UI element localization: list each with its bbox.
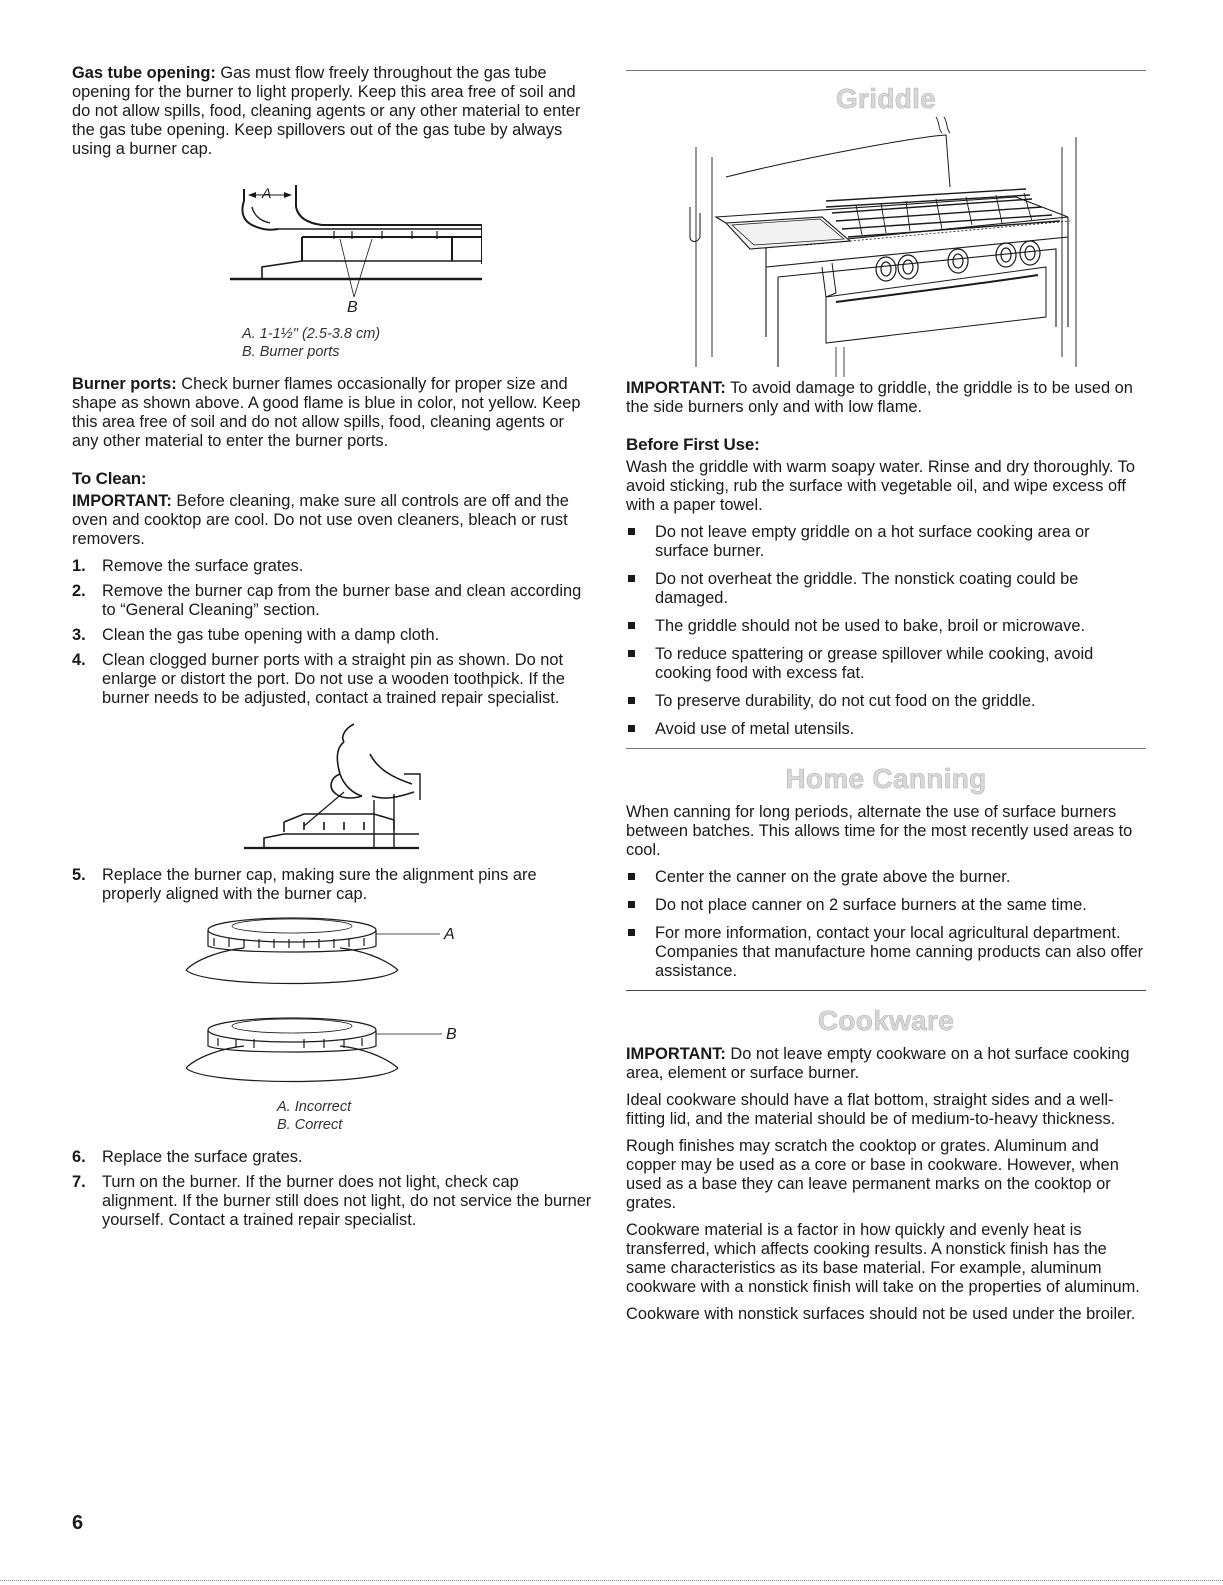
fig3-caption-b: B. Correct	[277, 1117, 343, 1133]
range-with-griddle-illustration	[686, 117, 1086, 377]
fig1-label-b: B	[347, 299, 358, 316]
bullet-icon	[628, 725, 635, 732]
bullet-text: To preserve durability, do not cut food on the griddle.	[655, 692, 1036, 710]
bullet-text: Do not overheat the griddle. The nonstick coating could be damaged.	[655, 570, 1079, 607]
gas-tube-paragraph	[72, 64, 592, 159]
list-item	[626, 523, 1146, 561]
fig1-label-a: A	[262, 185, 272, 201]
to-clean-heading: To Clean:	[72, 469, 147, 488]
bullet-text: Do not place canner on 2 surface burners at the same time.	[655, 896, 1087, 914]
bullet-text: Avoid use of metal utensils.	[655, 720, 855, 738]
bullet-icon	[628, 929, 635, 936]
list-item	[72, 651, 592, 708]
fig3-label-b: B	[446, 1026, 457, 1043]
step-number: 2.	[72, 582, 86, 600]
page-number: 6	[72, 1512, 84, 1534]
important-label: IMPORTANT:	[72, 492, 172, 510]
step-text: Turn on the burner. If the burner does not light, check cap alignment. If the burner still does not light, do not service the burner yourself. Contact a trained repair specialist.	[102, 1173, 592, 1229]
step-number: 4.	[72, 651, 86, 669]
burner-cap-alignment-illustration	[184, 910, 484, 1110]
cookware-important-label: IMPORTANT:	[626, 1045, 726, 1063]
burner-ports-text: Check burner flames occasionally for proper size and shape as shown above. A good flame is blue in color, not yellow. Keep this area free of soil and do not allow spills, food, cleaning agents or any other material to enter the burner ports.	[72, 375, 581, 450]
cleaning-steps-list-continued	[72, 866, 592, 904]
griddle-important-text: To avoid damage to griddle, the griddle is to be used on the side burners only and with low flame.	[626, 379, 1133, 416]
fig1-caption-b: B. Burner ports	[242, 344, 340, 360]
fig3-label-a: A	[444, 926, 455, 943]
cookware-important-text: Do not leave empty cookware on a hot surface cooking area, element or surface burner.	[626, 1045, 1130, 1082]
griddle-divider	[626, 70, 1146, 71]
cookware-paragraph: Cookware material is a factor in how quickly and evenly heat is transferred, which affects cooking results. A nonstick finish has the same characteristics as its base material. For example, aluminum cookware with a nonstick finish will take on the properties of aluminum.	[626, 1221, 1140, 1296]
bullet-icon	[628, 622, 635, 629]
step-number: 5.	[72, 866, 86, 884]
bullet-text: For more information, contact your local agricultural department. Companies that manufacture home canning products can also offer assistance.	[655, 924, 1144, 980]
list-item	[72, 866, 592, 904]
important-paragraph	[72, 492, 592, 549]
step-text: Replace the burner cap, making sure the alignment pins are properly aligned with the burner cap.	[102, 866, 537, 903]
step-text: Replace the surface grates.	[102, 1148, 303, 1166]
before-first-use-heading: Before First Use:	[626, 435, 760, 454]
list-item	[626, 720, 1146, 739]
griddle-important-paragraph	[626, 379, 1146, 417]
step-text: Remove the burner cap from the burner base and clean according to “General Cleaning” section.	[102, 582, 582, 619]
page-bottom-border	[0, 1580, 1223, 1581]
list-item	[626, 570, 1146, 608]
step-text: Remove the surface grates.	[102, 557, 304, 575]
step-number: 7.	[72, 1173, 86, 1191]
fig1-caption-a: A. 1-1½" (2.5-3.8 cm)	[242, 326, 381, 342]
griddle-important-label: IMPORTANT:	[626, 379, 726, 397]
list-item	[626, 896, 1146, 915]
bullet-icon	[628, 697, 635, 704]
burner-gap-illustration	[182, 169, 482, 319]
bullet-text: Do not leave empty griddle on a hot surface cooking area or surface burner.	[655, 523, 1090, 560]
bullet-text: The griddle should not be used to bake, broil or microwave.	[655, 617, 1086, 635]
pin-cleaning-illustration	[244, 714, 444, 854]
burner-ports-paragraph	[72, 375, 592, 451]
bullet-icon	[628, 901, 635, 908]
step-number: 6.	[72, 1148, 86, 1166]
griddle-bullets	[626, 523, 1146, 739]
canning-divider	[626, 748, 1146, 749]
list-item	[72, 557, 592, 576]
list-item	[626, 924, 1146, 981]
list-item	[72, 626, 592, 645]
bullet-icon	[628, 873, 635, 880]
list-item	[72, 1148, 592, 1167]
list-item	[626, 692, 1146, 711]
gas-tube-text: Gas must flow freely throughout the gas tube opening for the burner to light properly. Keep this area free of soil and do not allow spills, food, cleaning agents or any other material to enter the gas tube opening. Keep spillovers out of the gas tube by always using a burner cap.	[72, 64, 581, 158]
cookware-divider	[626, 990, 1146, 991]
bullet-icon	[628, 575, 635, 582]
bullet-icon	[628, 650, 635, 657]
cookware-paragraph: Ideal cookware should have a flat bottom, straight sides and a well-fitting lid, and the material should be of medium-to-heavy thickness.	[626, 1091, 1116, 1128]
griddle-title: Griddle	[835, 83, 937, 114]
list-item	[626, 645, 1146, 683]
canning-bullets	[626, 868, 1146, 981]
bullet-icon	[628, 528, 635, 535]
gas-tube-label: Gas tube opening:	[72, 64, 216, 82]
cleaning-steps-list-final	[72, 1148, 592, 1230]
fig3-caption-a: A. Incorrect	[277, 1099, 352, 1115]
list-item	[626, 868, 1146, 887]
important-text: Before cleaning, make sure all controls are off and the oven and cooktop are cool. Do not use oven cleaners, bleach or rust removers.	[72, 492, 569, 548]
home-canning-title: Home Canning	[785, 763, 987, 794]
list-item	[72, 1173, 592, 1230]
left-column	[72, 64, 592, 1236]
step-number: 1.	[72, 557, 86, 575]
cookware-paragraph: Cookware with nonstick surfaces should not be used under the broiler.	[626, 1305, 1136, 1323]
cookware-title: Cookware	[817, 1005, 955, 1036]
bullet-text: Center the canner on the grate above the burner.	[655, 868, 1011, 886]
canning-text: When canning for long periods, alternate the use of surface burners between batches. This allows time for the most recently used areas to cool.	[626, 803, 1133, 859]
list-item	[626, 617, 1146, 636]
bullet-text: To reduce spattering or grease spillover while cooking, avoid cooking food with excess fat.	[655, 645, 1094, 682]
cookware-important-paragraph	[626, 1045, 1146, 1083]
burner-ports-label: Burner ports:	[72, 375, 177, 393]
right-column	[626, 70, 1146, 1332]
step-number: 3.	[72, 626, 86, 644]
before-first-use-text: Wash the griddle with warm soapy water. Rinse and dry thoroughly. To avoid sticking, rub the surface with vegetable oil, and wipe excess off with a paper towel.	[626, 458, 1135, 514]
list-item	[72, 582, 592, 620]
cookware-paragraph: Rough finishes may scratch the cooktop or grates. Aluminum and copper may be used as a core or base in cookware. However, when used as a base they can leave permanent marks on the cooktop or grates.	[626, 1137, 1119, 1212]
cleaning-steps-list	[72, 557, 592, 708]
step-text: Clean clogged burner ports with a straight pin as shown. Do not enlarge or distort the port. Do not use a wooden toothpick. If the burner needs to be adjusted, contact a trained repair specialist.	[102, 651, 565, 707]
step-text: Clean the gas tube opening with a damp cloth.	[102, 626, 440, 644]
